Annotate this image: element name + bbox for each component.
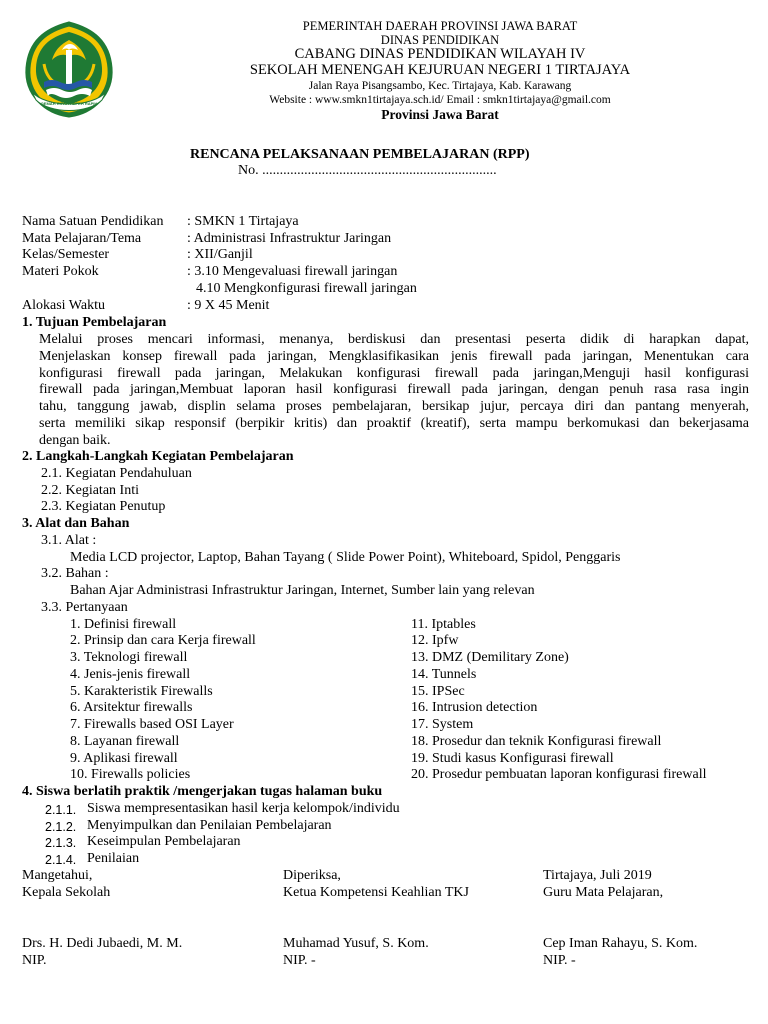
signature-line2: Guru Mata Pelajaran, [543,885,664,900]
list-item: 13. DMZ (Demilitary Zone) [411,650,569,665]
section2-item: 2.1. Kegiatan Pendahuluan [41,466,192,481]
signature-line1: Mangetahui, [22,868,93,883]
list-item: 17. System [411,717,474,732]
paragraph-line: serta memiliki sikap responsif (berpikir kritis) dan proaktif (kreatif), serta mampu berkomukasi dan bekerjasama [39,415,749,431]
signature-line1: Diperiksa, [283,868,341,883]
list-item: 2. Prinsip dan cara Kerja firewall [70,633,256,648]
list-item: 10. Firewalls policies [70,767,191,782]
item-number: 2.1.1. [45,803,77,817]
identity-label: Kelas/Semester [22,247,110,262]
item-number: 2.1.2. [45,820,77,834]
item-number: 2.1.3. [45,836,77,850]
paragraph-line: dengan baik. [39,432,111,448]
bahan-value: Bahan Ajar Administrasi Infrastruktur Jaringan, Internet, Sumber lain yang relevan [70,583,535,598]
list-item: 7. Firewalls based OSI Layer [70,717,234,732]
signature-name: Cep Iman Rahayu, S. Kom. [543,936,698,951]
identity-label: Nama Satuan Pendidikan [22,214,164,229]
signature-nip: NIP. - [543,953,576,968]
list-item: 19. Studi kasus Konfigurasi firewall [411,751,614,766]
list-item: 11. Iptables [411,617,476,632]
signature-nip: NIP. [22,953,47,968]
bahan-label: 3.2. Bahan : [41,566,109,581]
section3-heading: 3. Alat dan Bahan [22,516,130,531]
list-item: 1. Definisi firewall [70,617,177,632]
alat-value: Media LCD projector, Laptop, Bahan Tayang ( Slide Power Point), Whiteboard, Spidol, Penggaris [70,550,621,565]
section1-heading: 1. Tujuan Pembelajaran [22,315,167,330]
list-item: 3. Teknologi firewall [70,650,188,665]
letterhead-line3: CABANG DINAS PENDIDIKAN WILAYAH IV [294,46,586,62]
identity-label: Mata Pelajaran/Tema [22,231,142,246]
identity-label: Materi Pokok [22,264,99,279]
list-item: 8. Layanan firewall [70,734,180,749]
letterhead-province: Provinsi Jawa Barat [381,107,499,122]
list-item: 9. Aplikasi firewall [70,751,178,766]
identity-value: : 9 X 45 Menit [187,298,270,313]
alat-label: 3.1. Alat : [41,533,97,548]
identity-value: : Administrasi Infrastruktur Jaringan [187,231,392,246]
identity-value: : XII/Ganjil [187,247,253,262]
list-item: 5. Karakteristik Firewalls [70,684,213,699]
list-item: 6. Arsitektur firewalls [70,700,193,715]
letterhead-line2: DINAS PENDIDIKAN [380,33,500,47]
list-item: 12. Ipfw [411,633,459,648]
identity-value: : SMKN 1 Tirtajaya [187,214,299,229]
document-number: No. ................................................................... [238,163,497,178]
identity-label: Alokasi Waktu [22,298,105,313]
section2-heading: 2. Langkah-Langkah Kegiatan Pembelajaran [22,449,294,464]
list-item: 16. Intrusion detection [411,700,538,715]
paragraph-line: konfigurasi firewall pada jaringan, Melakukan konfigurasi firewall pada jaringan,Menguji hasil konfigurasi [39,365,749,381]
list-item: 4. Jenis-jenis firewall [70,667,191,682]
section2-item: 2.2. Kegiatan Inti [41,483,139,498]
signature-name: Drs. H. Dedi Jubaedi, M. M. [22,936,183,951]
identity-value: 4.10 Mengkonfigurasi firewall jaringan [196,281,417,296]
item-text: Siswa mempresentasikan hasil kerja kelompok/individu [87,801,400,816]
letterhead-line1: PEMERINTAH DAERAH PROVINSI JAWA BARAT [302,19,578,33]
signature-line2: Ketua Kompetensi Keahlian TKJ [283,885,469,900]
west-java-seal-icon [22,20,116,118]
paragraph-line: tahu, tanggung jawab, displin selama proses pembelajaran, bersikap jujur, percaya diri dan pantang menyerah, [39,399,749,415]
section4-heading: 4. Siswa berlatih praktik /mengerjakan tugas halaman buku [22,784,383,799]
item-number: 2.1.4. [45,853,77,867]
letterhead-address: Jalan Raya Pisangsambo, Kec. Tirtajaya, Kab. Karawang [308,80,572,92]
paragraph-line: firewall pada jaringan,Membuat laporan hasil konfigurasi firewall pada jaringan, dengan penuh rasa rasa ingin [39,382,749,398]
signature-name: Muhamad Yusuf, S. Kom. [283,936,429,951]
item-text: Keseimpulan Pembelajaran [87,834,241,849]
pertanyaan-label: 3.3. Pertanyaan [41,600,128,615]
signature-line2: Kepala Sekolah [22,885,111,900]
paragraph-line: Menjelaskan konsep firewall pada jaringan, Mengklasifikasikan jenis firewall pada jaringan, Menentukan cara [39,348,749,364]
item-text: Menyimpulkan dan Penilaian Pembelajaran [87,818,332,833]
letterhead-line4: SEKOLAH MENENGAH KEJURUAN NEGERI 1 TIRTAJAYA [249,62,631,78]
identity-value: : 3.10 Mengevaluasi firewall jaringan [187,264,398,279]
list-item: 20. Prosedur pembuatan laporan konfigurasi firewall [411,767,707,782]
list-item: 18. Prosedur dan teknik Konfigurasi firewall [411,734,662,749]
signature-line1: Tirtajaya, Juli 2019 [543,868,652,883]
section1-paragraph [39,332,749,450]
section2-item: 2.3. Kegiatan Penutup [41,499,166,514]
list-item: 15. IPSec [411,684,465,699]
item-text: Penilaian [87,851,140,866]
document-title: RENCANA PELAKSANAAN PEMBELAJARAN (RPP) [190,147,530,162]
letterhead-website: Website : www.smkn1tirtajaya.sch.id/ Email : smkn1tirtajaya@gmail.com [269,94,611,106]
signature-nip: NIP. - [283,953,316,968]
seal-motto-text: GEMAH RIPAH REPEH RAPIH [40,101,98,106]
list-item: 14. Tunnels [411,667,477,682]
paragraph-line: Melalui proses mencari informasi, menanya, berdiskusi dan presentasi peserta didik di harapkan dapat, [39,332,749,347]
